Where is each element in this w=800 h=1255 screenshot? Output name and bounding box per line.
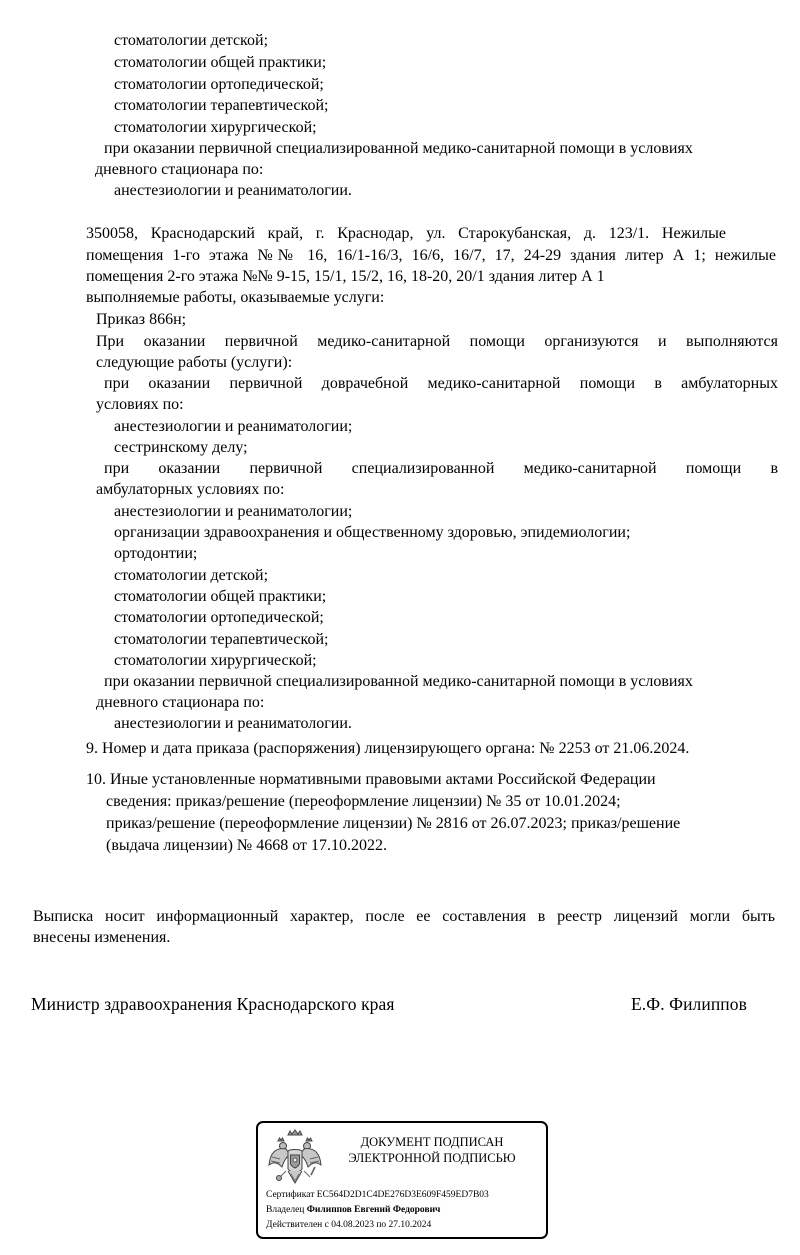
signatory-name: Е.Ф. Филиппов xyxy=(631,994,747,1014)
list-item: стоматологии терапевтической; xyxy=(114,631,329,648)
list-item: стоматологии хирургической; xyxy=(114,119,317,136)
list-item: анестезиологии и реаниматологии; xyxy=(114,418,353,435)
list-item: ортодонтии; xyxy=(114,545,198,562)
list-item: стоматологии хирургической; xyxy=(114,652,317,669)
list-item: стоматологии детской; xyxy=(114,32,269,49)
certificate-label: Сертификат xyxy=(266,1190,315,1200)
owner-label: Владелец xyxy=(266,1205,305,1215)
list-item: стоматологии ортопедической; xyxy=(114,76,324,93)
list-heading: при оказании первичной специализированной медико-санитарной помощи в условиях xyxy=(104,140,693,157)
other-info-line: сведения: приказ/решение (переоформление лицензии) № 35 от 10.01.2024; xyxy=(106,793,621,810)
list-item: анестезиологии и реаниматологии; xyxy=(114,503,353,520)
list-heading: условиях по: xyxy=(96,396,184,413)
certificate-line xyxy=(266,1189,489,1202)
paragraph-line: При оказании первичной медико-санитарной помощи организуются и выполняются xyxy=(96,333,778,350)
other-info-line: 10. Иные установленные нормативными правовыми актами Российской Федерации xyxy=(86,771,656,788)
list-item: организации здравоохранения и общественному здоровью, эпидемиологии; xyxy=(114,524,631,541)
electronic-signature-stamp xyxy=(256,1121,548,1239)
list-heading: при оказании первичной специализированной медико-санитарной помощи в xyxy=(104,460,778,477)
list-item: стоматологии детской; xyxy=(114,567,269,584)
order-reference: Приказ 866н; xyxy=(96,311,187,328)
address-line: помещения 1-го этажа №№ 16, 16/1-16/3, 16/6, 16/7, 17, 24-29 здания литер А 1; нежилые xyxy=(86,247,776,264)
other-info-line: (выдача лицензии) № 4668 от 17.10.2022. xyxy=(106,837,387,854)
list-item: стоматологии общей практики; xyxy=(114,54,327,71)
stamp-header: ЭЛЕКТРОННОЙ ПОДПИСЬЮ xyxy=(348,1151,516,1165)
signatory-position: Министр здравоохранения Краснодарского края xyxy=(31,994,395,1014)
list-item: сестринскому делу; xyxy=(114,439,248,456)
certificate-number: EC564D2D1C4DE276D3E609F459ED7B03 xyxy=(316,1190,489,1200)
list-heading: амбулаторных условиях по: xyxy=(96,481,285,498)
validity-line: Действителен с 04.08.2023 по 27.10.2024 xyxy=(266,1220,432,1230)
paragraph-line: следующие работы (услуги): xyxy=(96,354,293,371)
list-item: стоматологии ортопедической; xyxy=(114,609,324,626)
disclaimer-line: Выписка носит информационный характер, после ее составления в реестр лицензий могли быть xyxy=(33,908,775,925)
list-heading: дневного стационара по: xyxy=(96,694,265,711)
address-line: помещения 2-го этажа №№ 9-15, 15/1, 15/2, 16, 18-20, 20/1 здания литер А 1 xyxy=(86,268,605,285)
list-item: анестезиологии и реаниматологии. xyxy=(114,715,352,732)
stamp-header: ДОКУМЕНТ ПОДПИСАН xyxy=(360,1135,504,1149)
list-heading: при оказании первичной специализированной медико-санитарной помощи в условиях xyxy=(104,673,693,690)
address-line: 350058, Краснодарский край, г. Краснодар, ул. Старокубанская, д. 123/1. Нежилые xyxy=(86,225,726,242)
other-info-line: приказ/решение (переоформление лицензии) № 2816 от 26.07.2023; приказ/решение xyxy=(106,815,681,832)
address-line: выполняемые работы, оказываемые услуги: xyxy=(86,289,385,306)
list-item: стоматологии общей практики; xyxy=(114,588,327,605)
owner-name: Филиппов Евгений Федорович xyxy=(306,1205,441,1215)
list-heading: дневного стационара по: xyxy=(95,161,264,178)
disclaimer-line: внесены изменения. xyxy=(33,929,171,946)
owner-line xyxy=(266,1204,440,1217)
russian-coat-of-arms-icon xyxy=(266,1129,324,1189)
list-item: стоматологии терапевтической; xyxy=(114,97,329,114)
order-number-line: 9. Номер и дата приказа (распоряжения) лицензирующего органа: № 2253 от 21.06.2024. xyxy=(86,740,690,757)
list-item: анестезиологии и реаниматологии. xyxy=(114,182,352,199)
list-heading: при оказании первичной доврачебной медико-санитарной помощи в амбулаторных xyxy=(104,375,778,392)
